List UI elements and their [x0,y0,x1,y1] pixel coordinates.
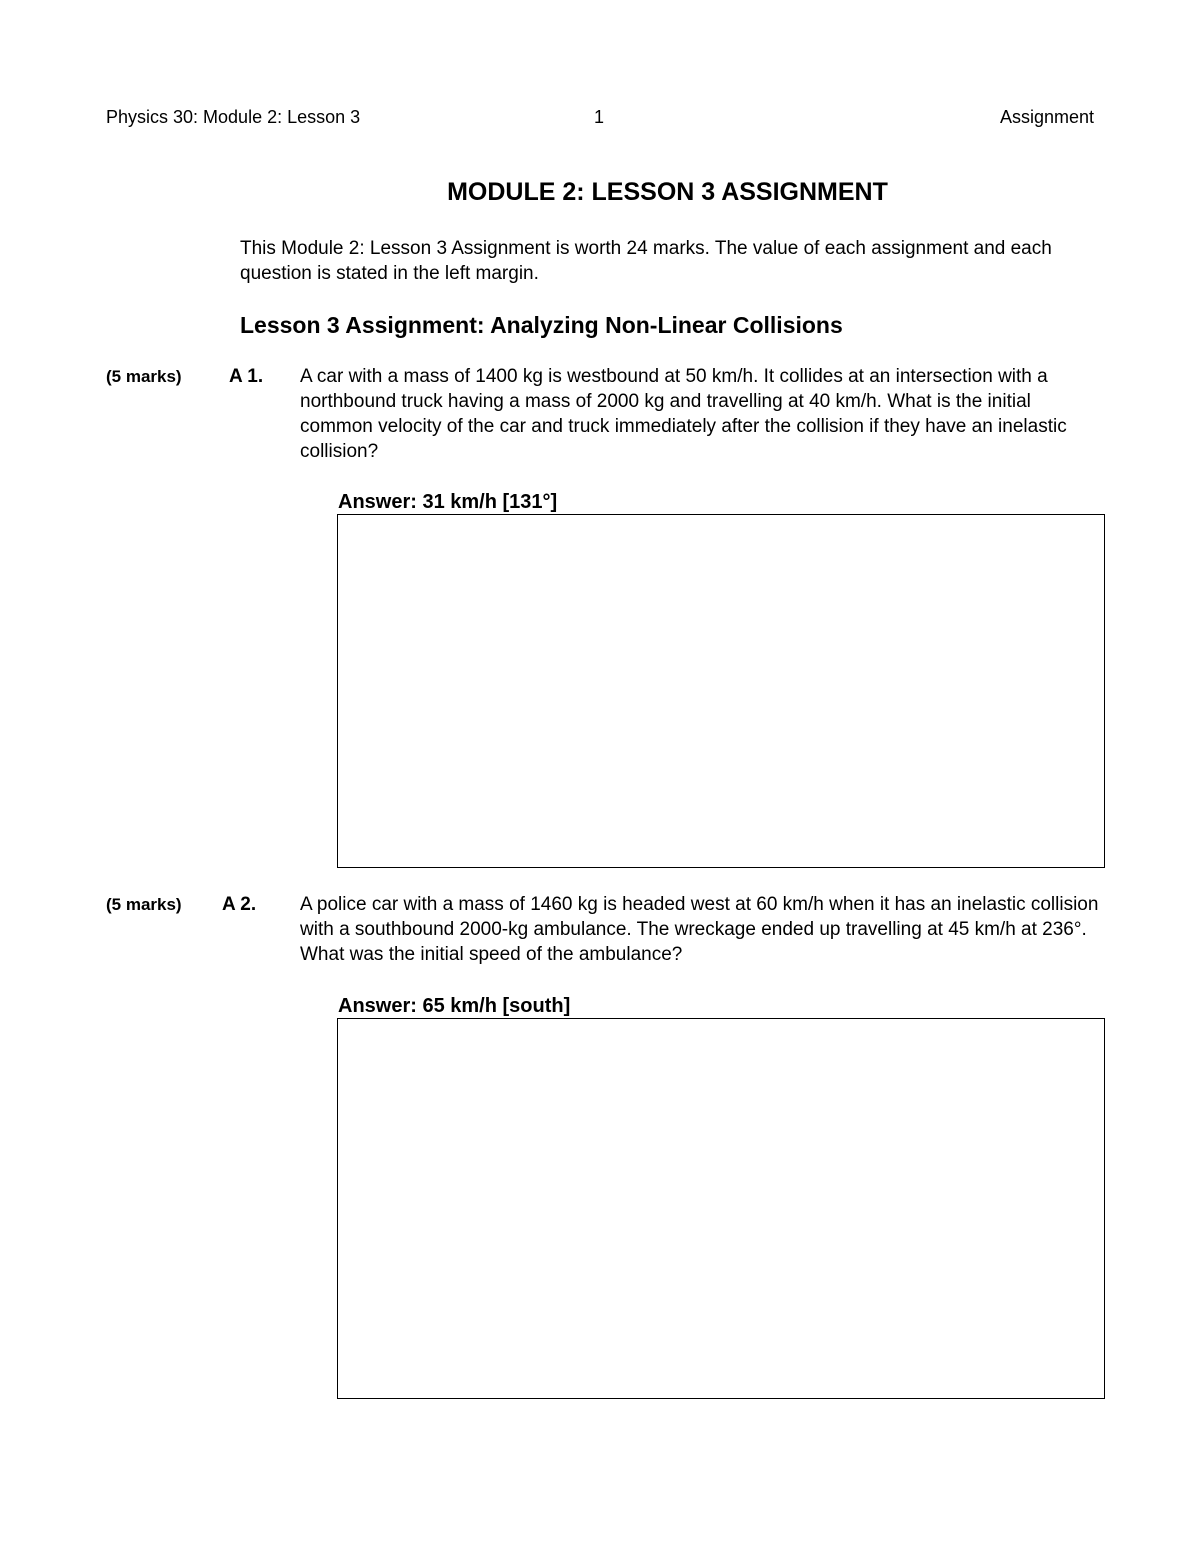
question-1-number: A 1. [229,366,264,387]
question-2-answer-box[interactable] [337,1018,1105,1399]
question-2-marks: (5 marks) [106,895,182,914]
header-right: Assignment [999,107,1094,127]
question-1-answer: Answer: 31 km/h [131°] [338,491,558,513]
section-title: Lesson 3 Assignment: Analyzing Non-Linear Collisions [240,312,843,338]
intro-paragraph: This Module 2: Lesson 3 Assignment is worth 24 marks. The value of each assignment and each question is stated in the left margin. [240,238,1052,284]
question-2-answer: Answer: 65 km/h [south] [338,995,571,1017]
question-2-text: A police car with a mass of 1460 kg is headed west at 60 km/h when it has an inelastic collision with a southbound 2000-kg ambulance. The wreckage ended up travelling at 45 km/h at 236°. What was the initial speed of the ambulance? [300,894,1099,965]
question-1-text: A car with a mass of 1400 kg is westbound at 50 km/h. It collides at an intersection with a northbound truck having a mass of 2000 kg and travelling at 40 km/h. What is the initial common velocity of the car and truck immediately after the collision if they have an inelastic collision? [300,366,1067,462]
page-title: MODULE 2: LESSON 3 ASSIGNMENT [447,178,888,206]
question-1-marks: (5 marks) [106,367,182,386]
question-1-answer-box[interactable] [337,514,1105,868]
header-left: Physics 30: Module 2: Lesson 3 [106,107,361,127]
question-2-number: A 2. [222,894,257,915]
page-number: 1 [594,107,605,127]
